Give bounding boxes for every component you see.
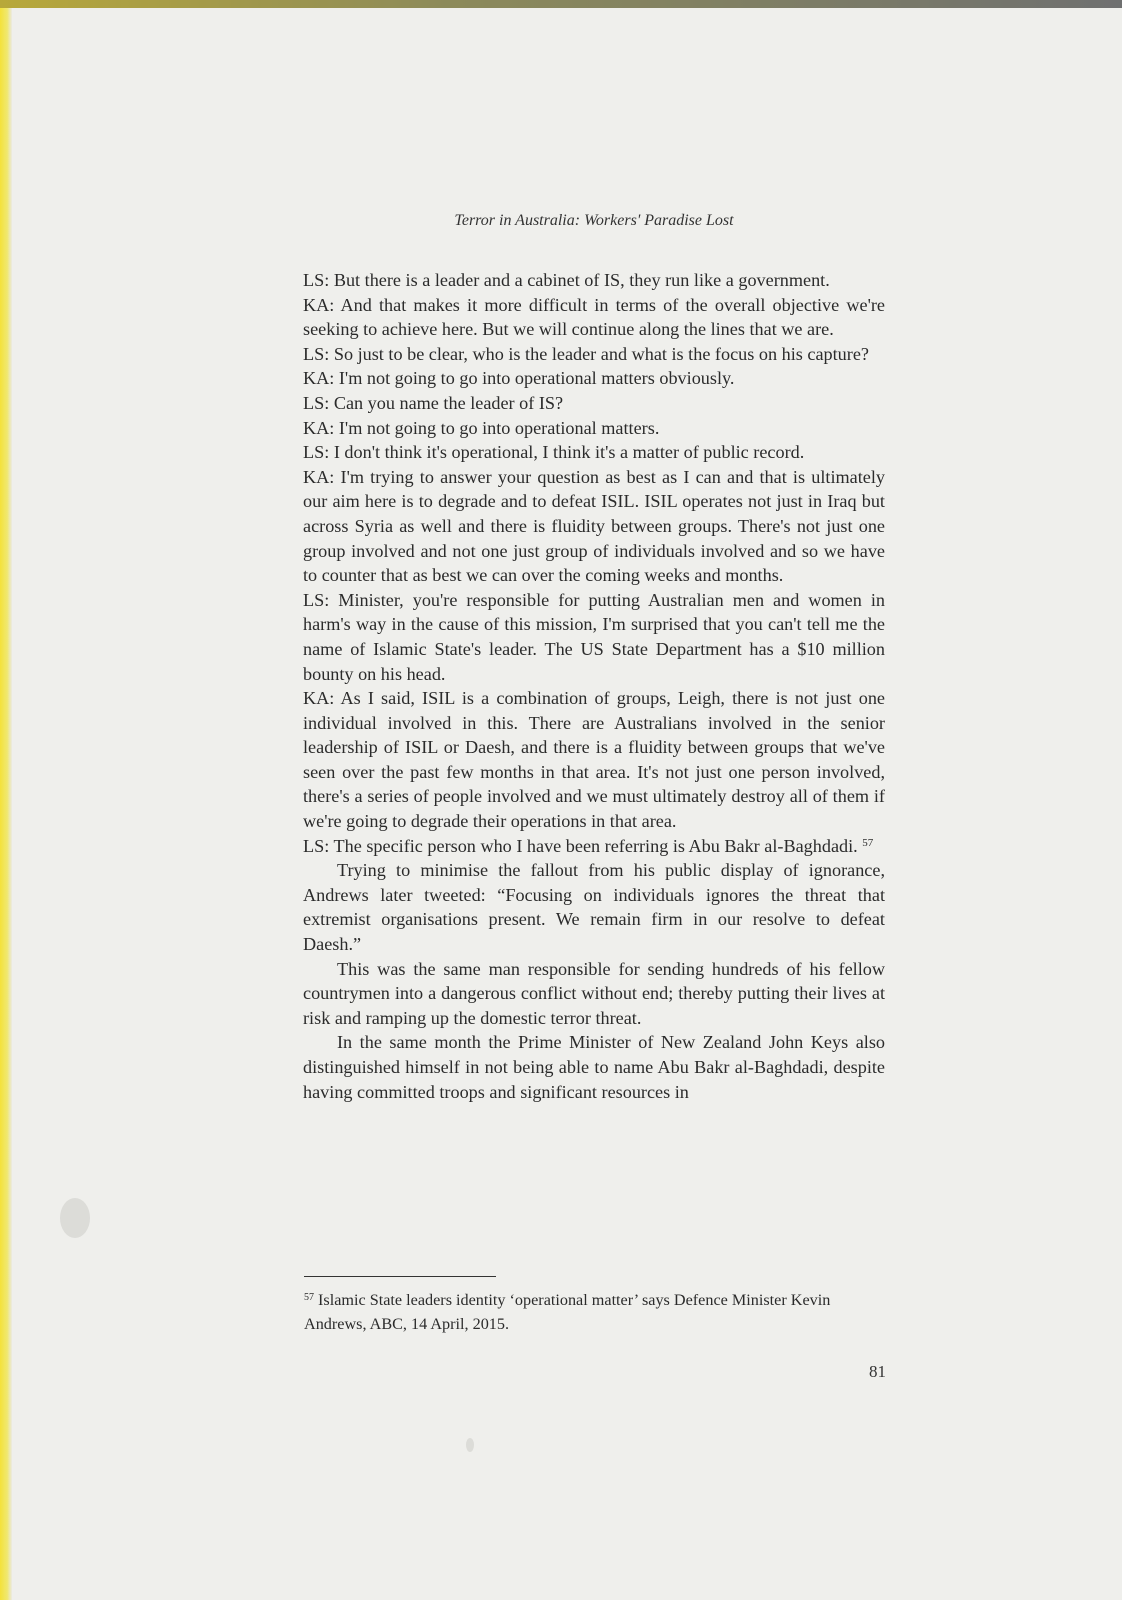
- dialogue-line: KA: I'm trying to answer your question as best as I can and that is ultimately our aim here is to degrade and to defeat ISIL. ISIL operates not just in Iraq but across Syria as well and there is fluidity between groups. There's not just one group involved and not one just group of individuals involved and so we have to counter that as best we can over the coming weeks and months.: [303, 466, 885, 586]
- footnote-number: 57: [304, 1292, 314, 1303]
- dialogue-line: KA: And that makes it more difficult in terms of the overall objective we're seeking to achieve here. But we will continue along the lines that we are.: [303, 294, 885, 340]
- dialogue-line-text: LS: The specific person who I have been referring is Abu Bakr al-Baghdadi.: [303, 835, 858, 856]
- body-text: [303, 268, 885, 1104]
- dialogue-line: LS: Minister, you're responsible for putting Australian men and women in harm's way in the cause of this mission, I'm surprised that you can't tell me the name of Islamic State's leader. The US State Department has a $10 million bounty on his head.: [303, 589, 885, 684]
- scan-top-edge: [0, 0, 1122, 8]
- dialogue-line: LS: Can you name the leader of IS?: [303, 392, 564, 413]
- dialogue-line: LS: So just to be clear, who is the leader and what is the focus on his capture?: [303, 343, 869, 364]
- dialogue-line: LS: I don't think it's operational, I think it's a matter of public record.: [303, 442, 805, 463]
- footnote-reference[interactable]: 57: [862, 836, 874, 849]
- dialogue-line: KA: As I said, ISIL is a combination of groups, Leigh, there is not just one individual involved in this. There are Australians involved in the senior leadership of ISIL or Daesh, and there is a fluidity between groups that we've seen over the past few months in that area. It's not just one person involved, there's a series of people involved and we must ultimately destroy all of them if we're going to degrade their operations in that area.: [303, 688, 885, 832]
- scan-smudge: [60, 1198, 90, 1238]
- narrative-paragraph: This was the same man responsible for sending hundreds of his fellow countrymen into a dangerous conflict without end; thereby putting their lives at risk and ramping up the domestic terror threat.: [303, 958, 885, 1028]
- page-number: 81: [869, 1362, 886, 1381]
- narrative-paragraph: In the same month the Prime Minister of New Zealand John Keys also distinguished himself in not being able to name Abu Bakr al-Baghdadi, despite having committed troops and significant resources in: [303, 1032, 885, 1102]
- scan-left-edge: [0, 8, 12, 1600]
- dialogue-line: KA: I'm not going to go into operational matters obviously.: [303, 368, 735, 389]
- dialogue-line-last: [303, 834, 885, 859]
- scan-smudge: [466, 1438, 474, 1452]
- footnote: [304, 1288, 884, 1336]
- running-title: Terror in Australia: Workers' Paradise Lost: [454, 212, 734, 229]
- footnote-divider: [304, 1276, 496, 1277]
- narrative-paragraph: Trying to minimise the fallout from his public display of ignorance, Andrews later tweeted: “Focusing on individuals ignores the threat that extremist organisations present. We remain firm in our resolve to defeat Daesh.”: [303, 860, 885, 955]
- dialogue-line: KA: I'm not going to go into operational matters.: [303, 417, 660, 438]
- footnote-text: Islamic State leaders identity ‘operational matter’ says Defence Minister Kevin Andrews, ABC, 14 April, 2015.: [304, 1291, 831, 1333]
- dialogue-line: LS: But there is a leader and a cabinet of IS, they run like a government.: [303, 270, 830, 290]
